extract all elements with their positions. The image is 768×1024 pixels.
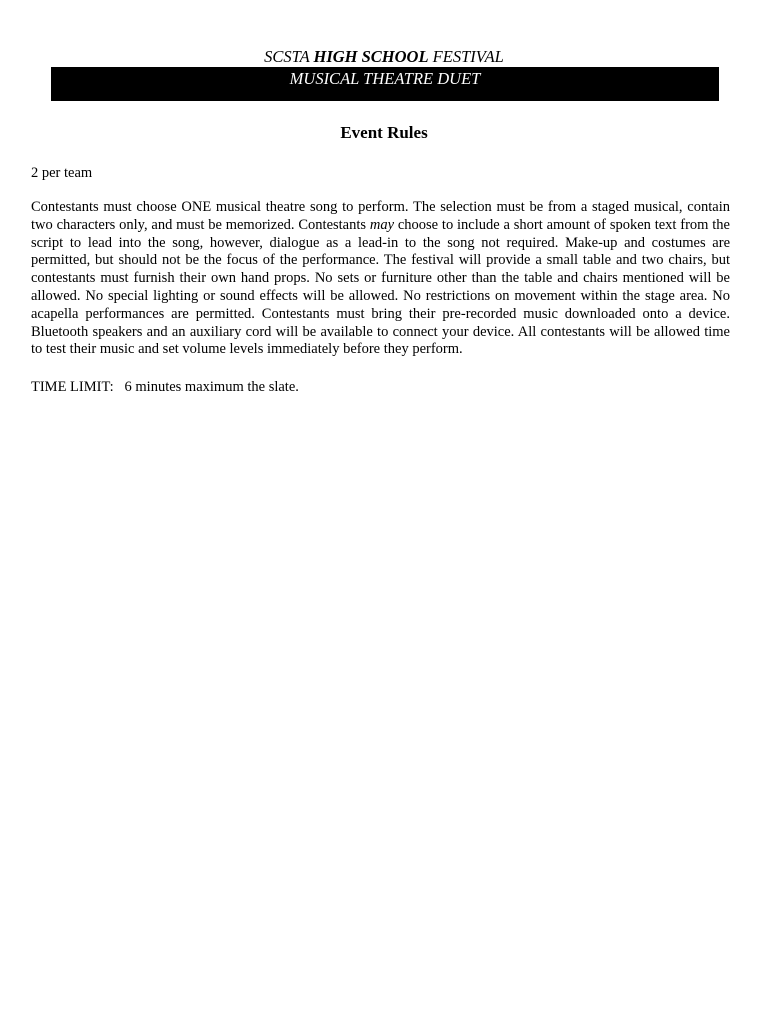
rules-text-part1: Contestants must choose ONE musical theatre song to perform. The selection must be from a staged musical, contain two characters only, and must be memorized. Contestants	[31, 199, 730, 233]
section-title: Event Rules	[340, 123, 428, 142]
time-limit	[31, 378, 299, 396]
header-level: HIGH SCHOOL	[313, 47, 429, 66]
header-event-type: FESTIVAL	[432, 47, 504, 66]
rules-emphasis: may	[369, 216, 395, 233]
time-limit-label: TIME LIMIT:	[31, 379, 114, 395]
festival-header	[0, 47, 768, 67]
event-name: MUSICAL THEATRE DUET	[289, 69, 481, 88]
event-name-band	[51, 67, 719, 101]
time-limit-value: 6 minutes maximum the slate.	[124, 379, 299, 395]
header-org: SCSTA	[264, 47, 310, 66]
team-size: 2 per team	[31, 165, 93, 181]
rules-text-part2: choose to include a short amount of spoken text from the script to lead into the song, however, dialogue as a lead-in to the song not required. Make-up and costumes are permitted, but should not be the focus of the performance. The festival will provide a small table and two chairs, but contestants must furnish their own hand props. No sets or furniture other than the table and chairs mentioned will be allowed. No special lighting or sound effects will be allowed. No restrictions on movement within the stage area. No acapella performances are permitted. Contestants must bring their pre-recorded music downloaded onto a device. Bluetooth speakers and an auxiliary cord will be available to connect your device. All contestants will be allowed time to test their music and set volume levels immediately before they perform.	[31, 216, 730, 358]
rules-paragraph	[31, 199, 730, 359]
